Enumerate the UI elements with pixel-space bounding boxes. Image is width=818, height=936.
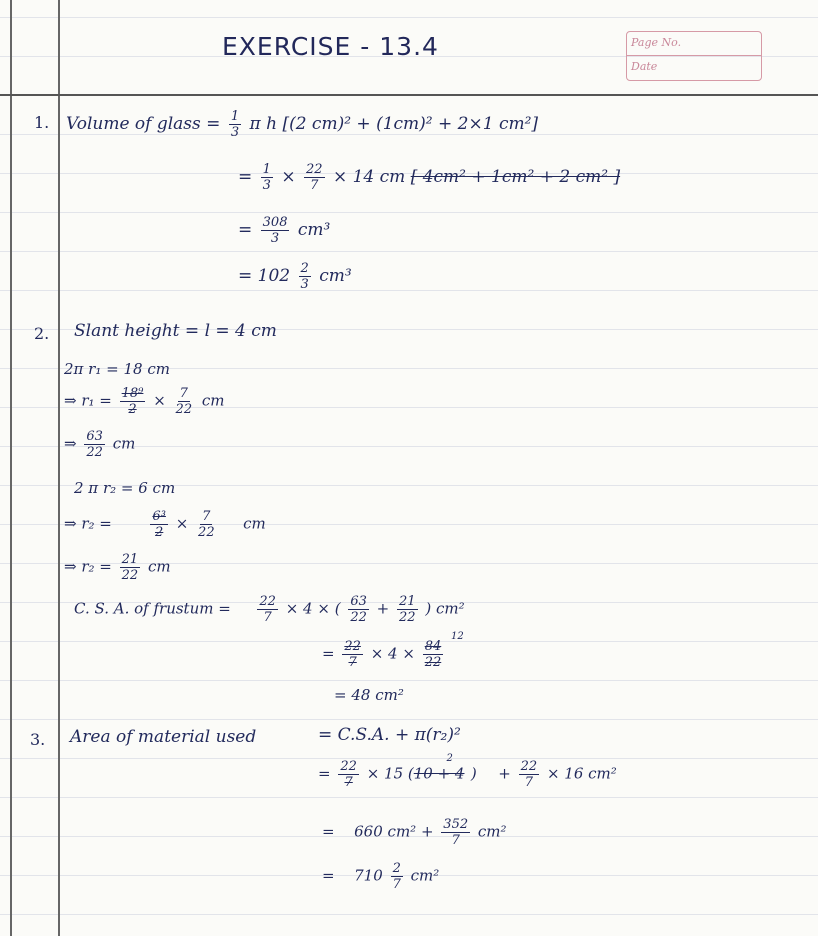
mixed-whole: 102	[257, 266, 291, 286]
q2-csa-step2: = $\frac{22}{7}$ × 4 × $\frac{84}{22}$ $^{12}$	[322, 630, 464, 670]
fraction: $\frac{22}{7}$	[306, 162, 323, 193]
q1-formula: π h [(2 cm)² + (1cm)² + 2×1 cm²]	[249, 114, 539, 134]
q1-eq-1: =	[206, 114, 221, 134]
page-title: EXERCISE - 13.4	[222, 32, 439, 61]
q2-r1-result: ⇒ $\frac{63}{22}$ cm	[64, 429, 136, 460]
unit: cm³	[297, 220, 331, 240]
q1-label: Volume of glass	[66, 114, 201, 134]
q2-csa-line: C. S. A. of frustum = $\frac{22}{7}$ × 4 × ( $\frac{63}{22}$ + $\frac{21}{22}$ ) cm²	[74, 594, 465, 625]
q2-r1-calc: ⇒ r₁ = $\frac{\text{18⁹}}{2}$ × $\frac{7}{22}$ cm	[64, 386, 225, 417]
q3-line-3: = 660 cm² + $\frac{352}{7}$ cm²	[322, 817, 507, 848]
q2-csa-result: = 48 cm²	[334, 686, 404, 704]
left-border-line	[10, 0, 12, 936]
q1-eq-4: =	[238, 266, 253, 286]
q1-line-1	[66, 110, 538, 139]
q1-line-4	[238, 262, 352, 291]
q3-label: Area of material used	[70, 727, 257, 747]
page-no-label: Page No.	[631, 36, 682, 49]
margin-line	[58, 0, 60, 936]
q1-line-3	[238, 216, 330, 245]
q2-number: 2.	[34, 324, 50, 343]
q2-slant-height: Slant height = l = 4 cm	[74, 321, 277, 341]
q2-r2-calc: ⇒ r₂ = $\frac{\text{6³}}{2}$ × $\frac{7}{22}$ cm	[64, 509, 266, 540]
q2-r2-line: 2 π r₂ = 6 cm	[74, 479, 176, 497]
q1-height: × 14 cm	[332, 167, 406, 187]
q2-r1-line: 2π r₁ = 18 cm	[64, 360, 170, 378]
q3-line-2: = $\frac{22}{7}$ × 15 $(10 + 4^2)$ + $\frac{22}{7}$ × 16 cm²	[318, 752, 617, 790]
fraction-one-third: $\frac{1}{3}$	[230, 109, 240, 140]
fraction: $\frac{308}{3}$	[262, 215, 288, 246]
q1-eq-2: =	[238, 167, 253, 187]
q3-line-1: = C.S.A. + π(r₂)²	[318, 725, 461, 745]
header-rule	[0, 94, 818, 96]
stamp-divider	[627, 55, 761, 56]
date-label: Date	[631, 60, 658, 73]
q3-number: 3.	[30, 730, 46, 749]
fraction: $\frac{2}{3}$	[300, 261, 309, 292]
q3-line-4: = 710 $\frac{2}{7}$ cm²	[322, 861, 440, 892]
q1-bracket-sum: [ 4cm² + 1cm² + 2 cm² ]	[410, 167, 621, 187]
unit: cm³	[319, 266, 352, 286]
fraction: $\frac{1}{3}$	[262, 162, 271, 193]
q1-line-2	[238, 163, 620, 192]
q2-r2-result: ⇒ r₂ = $\frac{21}{22}$ cm	[64, 552, 171, 583]
times: ×	[281, 167, 296, 187]
q1-number: 1.	[34, 113, 50, 132]
q1-eq-3: =	[238, 220, 253, 240]
page-date-stamp	[626, 31, 762, 81]
